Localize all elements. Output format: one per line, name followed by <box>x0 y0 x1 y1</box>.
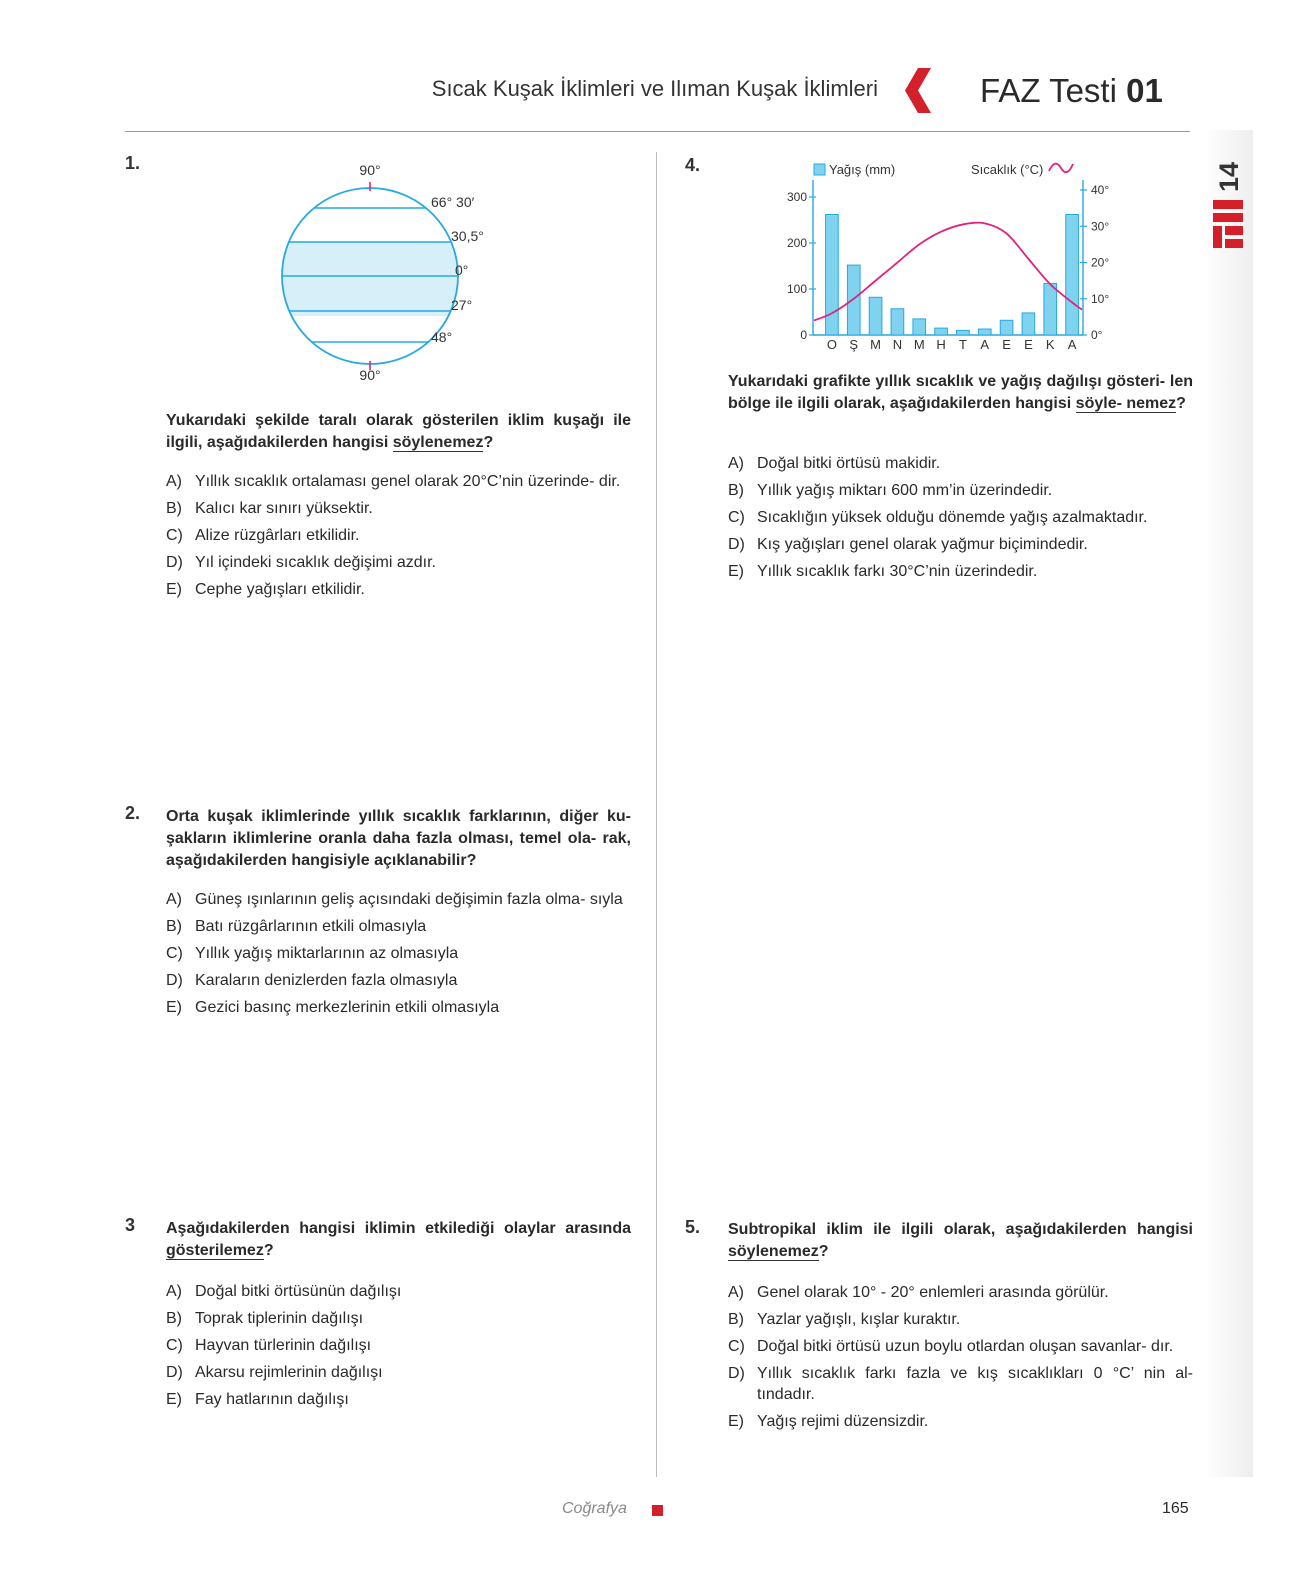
precip-bar <box>913 319 926 335</box>
left-tick-label: 100 <box>786 282 807 296</box>
option-d[interactable]: D) Karaların denizlerden fazla olmasıyla <box>166 972 458 989</box>
question-5-number: 5. <box>685 1217 701 1237</box>
precip-bar <box>869 297 882 335</box>
month-label: T <box>958 337 967 352</box>
footer-subject: Coğrafya <box>562 1500 627 1517</box>
question-2-options <box>166 889 631 1024</box>
option-c[interactable]: C) Yıllık yağış miktarlarının az olmasıyla <box>166 945 459 962</box>
latitude-label: 0° <box>455 262 469 278</box>
precip-bar <box>1066 214 1079 335</box>
side-tab-number: 14 <box>1214 161 1244 193</box>
latitude-label: 66° 30′ <box>431 194 475 210</box>
precip-bar <box>891 309 904 335</box>
latitude-label: 27° <box>451 297 473 313</box>
question-3-number: 3 <box>125 1215 136 1235</box>
climate-chart <box>770 152 1120 362</box>
option-e[interactable]: E) Fay hatlarının dağılışı <box>166 1391 349 1408</box>
precip-bar <box>1022 313 1035 335</box>
side-tab <box>1205 152 1253 262</box>
legend-temp-label: Sıcaklık (°C) <box>971 162 1044 177</box>
month-label: A <box>1067 337 1077 352</box>
test-number: 01 <box>1126 72 1163 109</box>
question-2-stem: Orta kuşak iklimlerinde yıllık sıcaklık farklarının, diğer ku- şakların iklimlerine oranla daha fazla olması, temel ola- rak, aşağıdakilerden hangisiyle açıklanabilir? <box>166 808 631 869</box>
question-1-number: 1. <box>125 153 141 173</box>
option-b[interactable]: B) Yıllık yağış miktarı 600 mm’in üzerindedir. <box>728 482 1053 499</box>
option-a[interactable]: A) Yıllık sıcaklık ortalaması genel olarak 20°C’nin üzerinde- dir. <box>166 473 621 490</box>
question-4-options <box>728 453 1193 588</box>
right-tick-label: 10° <box>1091 291 1110 306</box>
question-4-number: 4. <box>685 155 701 175</box>
latitude-label: 90° <box>359 162 381 178</box>
option-c[interactable]: C) Doğal bitki örtüsü uzun boylu otlardan oluşan savanlar- dır. <box>728 1338 1174 1355</box>
option-b[interactable]: B) Toprak tiplerinin dağılışı <box>166 1310 364 1327</box>
option-c[interactable]: C) Alize rüzgârları etkilidir. <box>166 527 360 544</box>
side-strip <box>1203 130 1253 1477</box>
month-label: M <box>870 337 882 352</box>
unit-title: Sıcak Kuşak İklimleri ve Ilıman Kuşak İklimleri <box>431 76 878 101</box>
option-a[interactable]: A) Doğal bitki örtüsünün dağılışı <box>166 1283 402 1300</box>
column-divider <box>656 152 657 1477</box>
option-e[interactable]: E) Yıllık sıcaklık farkı 30°C’nin üzerindedir. <box>728 563 1038 580</box>
test-label-text: FAZ Testi <box>980 72 1117 109</box>
month-label: H <box>936 337 946 352</box>
option-e[interactable]: E) Cephe yağışları etkilidir. <box>166 581 365 598</box>
option-e[interactable]: E) Gezici basınç merkezlerinin etkili olmasıyla <box>166 999 500 1016</box>
month-label: A <box>980 337 990 352</box>
option-b[interactable]: B) Yazlar yağışlı, kışlar kuraktır. <box>728 1311 961 1328</box>
month-label: N <box>892 337 903 352</box>
option-a[interactable]: A) Genel olarak 10° - 20° enlemleri arasında görülür. <box>728 1284 1109 1301</box>
header-rule <box>125 131 1190 132</box>
precip-bar <box>978 329 991 335</box>
right-tick-label: 40° <box>1091 183 1110 197</box>
precip-bar <box>1000 320 1013 335</box>
option-c[interactable]: C) Sıcaklığın yüksek olduğu dönemde yağış azalmaktadır. <box>728 509 1148 526</box>
option-a[interactable]: A) Doğal bitki örtüsü makidir. <box>728 455 941 472</box>
month-label: K <box>1045 337 1055 352</box>
precip-bar <box>826 214 839 335</box>
question-5-options <box>728 1282 1193 1438</box>
chevron-left-icon <box>905 68 931 113</box>
right-tick-label: 30° <box>1091 219 1110 234</box>
question-5-stem: Subtropikal iklim ile ilgili olarak, aşağıdakilerden hangisi söylenemez? <box>728 1221 1193 1260</box>
month-label: E <box>1002 337 1011 352</box>
legend-temp-swatch <box>1049 164 1073 173</box>
question-1-stem: Yukarıdaki şekilde taralı olarak gösterilen iklim kuşağı ile ilgili, aşağıdakilerden hangisi söylenemez? <box>166 412 631 451</box>
option-d[interactable]: D) Yıllık sıcaklık farkı fazla ve kış sıcaklıkları 0 °C’ nin al- tındadır. <box>728 1365 1193 1403</box>
right-tick-label: 0° <box>1091 328 1103 342</box>
precip-bar <box>847 265 860 335</box>
option-a[interactable]: A) Güneş ışınlarının geliş açısındaki değişimin fazla olma- sıyla <box>166 891 623 908</box>
option-e[interactable]: E) Yağış rejimi düzensizdir. <box>728 1413 929 1430</box>
left-tick-label: 200 <box>786 236 807 250</box>
question-3-options <box>166 1281 631 1416</box>
latitude-label: 90° <box>359 367 381 383</box>
option-d[interactable]: D) Akarsu rejimlerinin dağılışı <box>166 1364 383 1381</box>
latitude-label: 48° <box>431 329 453 345</box>
faz-logo-icon <box>1213 200 1243 248</box>
month-label: M <box>913 337 925 352</box>
legend-precip-swatch <box>814 164 825 175</box>
question-2-number: 2. <box>125 803 141 823</box>
test-label <box>980 72 1163 110</box>
question-4-stem: Yukarıdaki grafikte yıllık sıcaklık ve yağış dağılışı gösteri- len bölge ile ilgili olarak, aşağıdakilerden hangisi söyle- nemez? <box>728 373 1193 412</box>
right-tick-label: 20° <box>1091 255 1110 270</box>
page-number: 165 <box>1162 1500 1189 1517</box>
option-b[interactable]: B) Batı rüzgârlarının etkili olmasıyla <box>166 918 427 935</box>
legend-precip-label: Yağış (mm) <box>829 162 896 177</box>
option-b[interactable]: B) Kalıcı kar sınırı yüksektir. <box>166 500 373 517</box>
footer-square-icon <box>652 1505 663 1516</box>
option-c[interactable]: C) Hayvan türlerinin dağılışı <box>166 1337 372 1354</box>
month-label: E <box>1024 337 1033 352</box>
question-3-stem: Aşağıdakilerden hangisi iklimin etkilediği olaylar arasında gösterilemez? <box>166 1220 631 1259</box>
precip-bar <box>1044 283 1057 335</box>
precip-bar <box>957 330 970 335</box>
shaded-climate-zone <box>270 242 473 316</box>
month-label: Ş <box>849 337 859 352</box>
left-tick-label: 300 <box>786 190 807 204</box>
question-1-options <box>166 471 631 606</box>
month-label: O <box>826 337 837 352</box>
option-d[interactable]: D) Yıl içindeki sıcaklık değişimi azdır. <box>166 554 436 571</box>
option-d[interactable]: D) Kış yağışları genel olarak yağmur biçimindedir. <box>728 536 1088 553</box>
precip-bar <box>935 328 948 335</box>
left-tick-label: 0 <box>800 328 807 342</box>
latitude-label: 30,5° <box>451 228 484 244</box>
latitude-zones-diagram <box>260 160 500 390</box>
